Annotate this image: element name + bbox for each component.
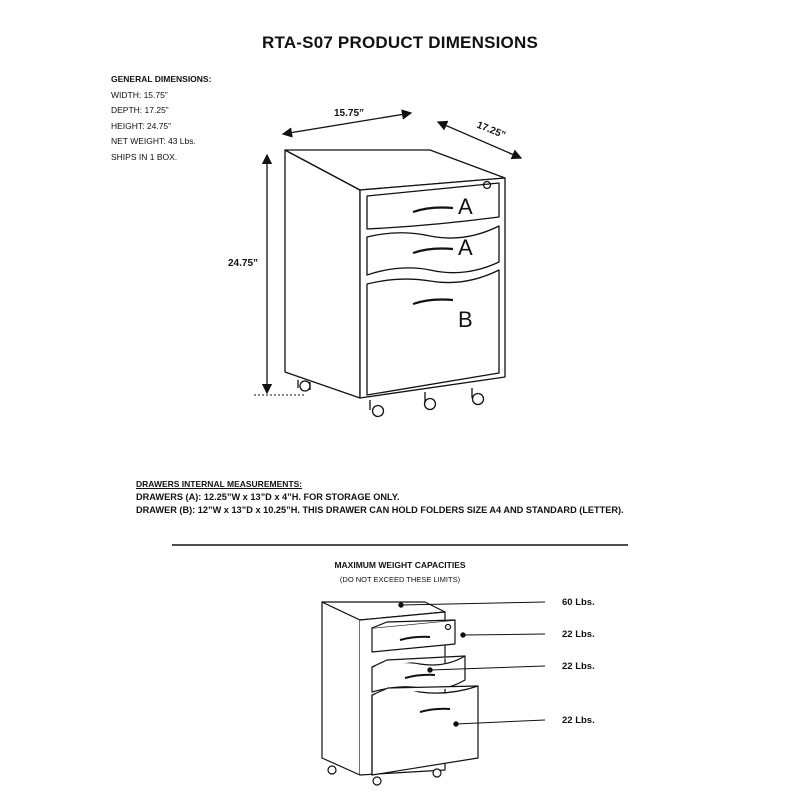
depth-label: 17.25” bbox=[475, 119, 507, 142]
capacity-drawer-1: 22 Lbs. bbox=[562, 629, 595, 640]
capacity-cabinet-drawing bbox=[322, 602, 478, 785]
height-label: 24.75” bbox=[228, 258, 259, 269]
drawer-letter-a-top: A bbox=[458, 194, 473, 219]
general-dimensions-heading: GENERAL DIMENSIONS: bbox=[111, 74, 212, 84]
capacity-top: 60 Lbs. bbox=[562, 597, 595, 608]
drawer-letter-a-middle: A bbox=[458, 235, 473, 260]
capacities-heading: MAXIMUM WEIGHT CAPACITIES bbox=[334, 560, 466, 570]
width-label: 15.75” bbox=[334, 108, 365, 119]
page-title: RTA-S07 PRODUCT DIMENSIONS bbox=[262, 33, 538, 52]
drawer-a-spec: DRAWERS (A): 12.25”W x 13”D x 4”H. FOR STORAGE ONLY. bbox=[136, 492, 400, 502]
drawer-letter-b: B bbox=[458, 307, 473, 332]
spec-depth: DEPTH: 17.25” bbox=[111, 105, 169, 116]
drawers-measurements bbox=[136, 478, 624, 517]
spec-net-weight: NET WEIGHT: 43 Lbs. bbox=[111, 136, 196, 147]
capacities-note: (DO NOT EXCEED THESE LIMITS) bbox=[339, 575, 461, 584]
cabinet-drawing bbox=[254, 150, 505, 417]
spec-width: WIDTH: 15.75” bbox=[111, 89, 168, 100]
spec-height: HEIGHT: 24.75” bbox=[111, 120, 171, 131]
capacity-drawer-3: 22 Lbs. bbox=[562, 715, 595, 726]
spec-ships: SHIPS IN 1 BOX. bbox=[111, 151, 178, 162]
drawer-b-spec: DRAWER (B): 12”W x 13”D x 10.25”H. THIS DRAWER CAN HOLD FOLDERS SIZE A4 AND STANDARD (LETTER). bbox=[136, 505, 624, 515]
drawers-measurements-heading: DRAWERS INTERNAL MEASUREMENTS: bbox=[136, 479, 303, 489]
capacity-drawer-2: 22 Lbs. bbox=[562, 661, 595, 672]
